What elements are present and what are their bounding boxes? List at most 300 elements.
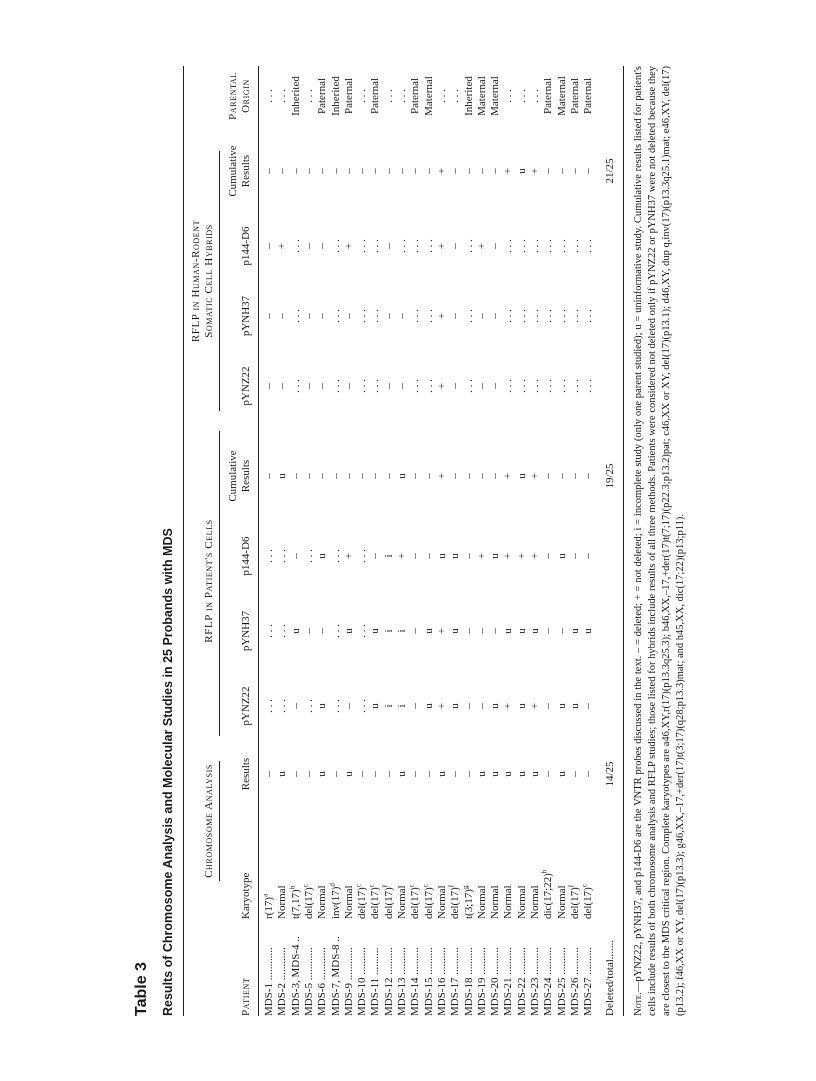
patient-pynh37-cell: u: [342, 628, 355, 634]
patient-p144d6-cell: –: [409, 553, 422, 559]
chrom-result-cell: –: [582, 771, 595, 777]
chrom-result-cell: u: [276, 771, 289, 777]
hybrid-pynz22-cell: . . .: [422, 379, 435, 393]
karyotype-footnote-mark: f: [381, 884, 390, 888]
col-patient-pynz22: pYNZ22: [240, 686, 252, 726]
chrom-result-cell: –: [289, 771, 302, 777]
group-rule-rflp-hybrid: [219, 151, 220, 411]
patient-cell: MDS-15 ..........: [422, 947, 435, 1016]
patient-cell: MDS-27 ..........: [582, 947, 595, 1016]
parental-origin-cell: Paternal: [542, 77, 555, 115]
patient-cumulative-cell: –: [329, 473, 342, 479]
patient-cumulative-cell: –: [409, 473, 422, 479]
hybrid-p144d6-cell: . . .: [515, 239, 528, 253]
patient-p144d6-cell: +: [529, 552, 541, 560]
patient-cumulative-cell: +: [435, 472, 448, 480]
karyotype-cell: [303, 849, 316, 919]
hybrid-pynh37-cell: –: [302, 313, 315, 319]
karyotype-footnote-mark: c: [407, 884, 416, 888]
col-karyotype: Karyotype: [240, 872, 252, 919]
karyotype-footnote-mark: b: [287, 885, 296, 890]
hybrid-pynz22-cell: –: [449, 383, 462, 389]
hybrid-p144d6-cell: . . .: [529, 239, 541, 253]
parental-origin-cell: Paternal: [409, 77, 422, 115]
patient-cumulative-cell: –: [582, 473, 595, 479]
karyotype-footnote-mark: f: [567, 884, 576, 888]
table-row: [303, 66, 316, 1016]
karyotype-cell: [502, 849, 515, 919]
hybrid-p144d6-cell: . . .: [422, 239, 435, 253]
patient-pynh37-cell: u: [369, 628, 382, 634]
parental-origin-cell: . . .: [302, 89, 315, 103]
hybrid-cumulative-cell: –: [462, 168, 475, 174]
patient-cumulative-cell: +: [529, 472, 541, 480]
hybrid-cumulative-cell: –: [489, 168, 502, 174]
group-rule-rflp-patient: [219, 431, 220, 736]
patient-p144d6-cell: . . .: [356, 549, 369, 563]
hybrid-cumulative-cell: –: [356, 168, 369, 174]
table-row: [476, 66, 489, 1016]
table-row: [369, 66, 382, 1016]
hybrid-pynh37-cell: . . .: [555, 309, 568, 323]
table-row: [287, 66, 303, 1016]
karyotype-text: Normal: [276, 885, 289, 919]
hybrid-cumulative-cell: –: [568, 168, 581, 174]
patient-cell: MDS-16 ..........: [435, 947, 448, 1016]
hybrid-p144d6-cell: . . .: [542, 239, 555, 253]
table-row: [502, 66, 515, 1016]
patient-cumulative-cell: –: [422, 473, 435, 479]
hybrid-pynz22-cell: . . .: [329, 379, 342, 393]
parental-origin-cell: . . .: [515, 89, 528, 103]
patient-p144d6-cell: +: [515, 552, 528, 560]
chrom-result-cell: –: [568, 771, 581, 777]
hybrid-cumulative-cell: –: [582, 168, 595, 174]
patient-pynz22-cell: . . .: [356, 699, 369, 713]
patient-pynh37-cell: u: [422, 628, 435, 634]
patient-pynh37-cell: u: [529, 628, 541, 634]
group-chromosome-analysis: Chromosome Analysis: [203, 764, 215, 878]
karyotype-cell: [263, 849, 276, 919]
hybrid-p144d6-cell: –: [382, 243, 395, 249]
hybrid-pynh37-cell: . . .: [529, 309, 541, 323]
hybrid-cumulative-cell: –: [382, 168, 395, 174]
hybrid-p144d6-cell: +: [475, 242, 488, 250]
chrom-result-cell: –: [462, 771, 475, 777]
patient-p144d6-cell: –: [289, 553, 302, 559]
hybrid-pynz22-cell: . . .: [542, 379, 555, 393]
patient-cell: MDS-7, MDS-8 ..: [329, 936, 342, 1016]
table-caption: Results of Chromosome Analysis and Molecular Studies in 25 Probands with MDS: [161, 528, 175, 1016]
patient-cumulative-cell: u: [276, 473, 289, 479]
karyotype-text: Normal: [316, 885, 329, 919]
chrom-result-cell: u: [515, 771, 528, 777]
hybrid-pynz22-cell: –: [475, 383, 488, 389]
karyotype-footnote-mark: g: [460, 885, 469, 890]
patient-pynh37-cell: –: [489, 628, 502, 634]
top-rule: [183, 66, 184, 1016]
hybrid-pynz22-cell: –: [276, 383, 289, 389]
chrom-result-cell: –: [263, 771, 275, 777]
patient-pynh37-cell: . . .: [329, 624, 342, 638]
karyotype-cell: [582, 849, 595, 919]
col-parental-origin-line1: Parental: [227, 72, 239, 120]
karyotype-footnote-mark: h: [540, 869, 549, 874]
patient-cell: MDS-6 ............: [316, 947, 329, 1016]
hybrid-cumulative-cell: –: [302, 168, 315, 174]
group-rflp-hybrid-line1: RFLP in Human-Rodent: [190, 219, 202, 343]
karyotype-text: t(3;17): [462, 889, 475, 919]
karyotype-text: del(17): [356, 887, 369, 919]
hybrid-pynh37-cell: –: [475, 313, 488, 319]
hybrid-p144d6-cell: –: [316, 243, 329, 249]
karyotype-text: del(17): [409, 887, 422, 919]
hybrid-p144d6-cell: –: [489, 243, 502, 249]
karyotype-text: del(17): [422, 887, 435, 919]
hybrid-pynh37-cell: –: [342, 313, 355, 319]
karyotype-text: Normal: [529, 885, 541, 919]
hybrid-cumulative-cell: u: [515, 168, 528, 174]
parental-origin-cell: Maternal: [475, 76, 488, 116]
patient-cell: MDS-24 ..........: [542, 947, 555, 1016]
parental-origin-cell: . . .: [276, 89, 289, 103]
totals-chrom: 14/25: [604, 761, 616, 787]
karyotype-footnote-mark: c: [354, 884, 363, 888]
hybrid-pynz22-cell: +: [435, 382, 448, 390]
group-rflp-patient: RFLP in Patient's Cells: [203, 519, 215, 643]
karyotype-cell: [516, 849, 529, 919]
hybrid-pynh37-cell: . . .: [462, 309, 475, 323]
patient-pynz22-cell: –: [582, 703, 595, 709]
hybrid-cumulative-cell: –: [316, 168, 329, 174]
chrom-result-cell: –: [409, 771, 422, 777]
table-row: [542, 66, 555, 1016]
parental-origin-cell: . . .: [356, 89, 369, 103]
chrom-result-cell: u: [489, 771, 502, 777]
patient-pynz22-cell: –: [289, 703, 302, 709]
hybrid-pynz22-cell: –: [302, 383, 315, 389]
patient-cumulative-cell: –: [356, 473, 369, 479]
hybrid-pynh37-cell: . . .: [568, 309, 581, 323]
patient-pynz22-cell: u: [489, 703, 502, 709]
karyotype-text: Normal: [475, 885, 488, 919]
patient-cumulative-cell: –: [369, 473, 382, 479]
chrom-result-cell: –: [422, 771, 435, 777]
patient-cell: MDS-25 ..........: [555, 947, 568, 1016]
col-patient-cumulative-line1: Cumulative: [227, 450, 239, 502]
patient-pynz22-cell: u: [555, 703, 568, 709]
patient-cell: MDS-11 ..........: [369, 947, 382, 1016]
patient-pynz22-cell: –: [542, 703, 555, 709]
hybrid-cumulative-cell: +: [435, 167, 448, 175]
karyotype-cell: [327, 849, 343, 919]
chrom-result-cell: u: [342, 771, 355, 777]
col-patient-p144d6: p144-D6: [240, 536, 252, 576]
patient-cumulative-cell: u: [515, 473, 528, 479]
patient-p144d6-cell: –: [422, 553, 435, 559]
patient-p144d6-cell: . . .: [263, 549, 275, 563]
totals-label: Deleted/total.......: [604, 939, 616, 1016]
patient-p144d6-cell: i: [382, 554, 395, 558]
hybrid-cumulative-cell: –: [475, 168, 488, 174]
patient-cumulative-cell: –: [462, 473, 475, 479]
patient-pynh37-cell: u: [515, 628, 528, 634]
hybrid-cumulative-cell: –: [542, 168, 555, 174]
hybrid-pynh37-cell: . . .: [356, 309, 369, 323]
karyotype-text: del(17): [449, 887, 462, 919]
hybrid-p144d6-cell: . . .: [396, 239, 408, 253]
karyotype-text: Normal: [396, 885, 408, 919]
table-row: [582, 66, 595, 1016]
hybrid-pynz22-cell: –: [342, 383, 355, 389]
chrom-result-cell: u: [435, 771, 448, 777]
patient-pynz22-cell: u: [515, 703, 528, 709]
hybrid-pynz22-cell: . . .: [515, 379, 528, 393]
karyotype-cell: [449, 849, 462, 919]
hybrid-pynh37-cell: –: [316, 313, 329, 319]
karyotype-text: del(17): [369, 887, 382, 919]
table-row: [263, 66, 276, 1016]
chrom-result-cell: –: [449, 771, 462, 777]
chrom-result-cell: u: [529, 771, 541, 777]
patient-pynh37-cell: . . .: [356, 624, 369, 638]
table-row: [343, 66, 356, 1016]
parental-origin-cell: Maternal: [422, 76, 435, 116]
karyotype-cell: [489, 849, 502, 919]
patient-pynh37-cell: u: [289, 628, 302, 634]
col-patient: Patient: [240, 977, 252, 1016]
hybrid-pynh37-cell: –: [489, 313, 502, 319]
hybrid-cumulative-cell: –: [289, 168, 302, 174]
patient-p144d6-cell: +: [502, 552, 515, 560]
col-parental-origin-line2: Origin: [240, 79, 252, 113]
hybrid-pynz22-cell: –: [396, 383, 408, 389]
karyotype-cell: [276, 849, 289, 919]
patient-p144d6-cell: –: [369, 553, 382, 559]
col-hybrid-cumulative-line1: Cumulative: [227, 145, 239, 197]
patient-pynh37-cell: +: [435, 627, 448, 635]
hybrid-cumulative-cell: +: [529, 167, 541, 175]
karyotype-text: del(17): [582, 887, 595, 919]
hybrid-cumulative-cell: –: [276, 168, 289, 174]
patient-p144d6-cell: u: [435, 553, 448, 559]
hybrid-pynz22-cell: . . .: [568, 379, 581, 393]
patient-pynz22-cell: +: [529, 702, 541, 710]
patient-pynz22-cell: . . .: [302, 699, 315, 713]
parental-origin-cell: Paternal: [369, 77, 382, 115]
hybrid-pynh37-cell: . . .: [515, 309, 528, 323]
parental-origin-cell: Maternal: [489, 76, 502, 116]
table-row: [516, 66, 529, 1016]
patient-cell: MDS-2 ............: [276, 947, 289, 1016]
patient-pynz22-cell: i: [396, 704, 408, 708]
patient-p144d6-cell: . . .: [329, 549, 342, 563]
hybrid-p144d6-cell: +: [342, 242, 355, 250]
patient-p144d6-cell: –: [542, 553, 555, 559]
hybrid-pynh37-cell: –: [263, 313, 275, 319]
patient-p144d6-cell: –: [568, 553, 581, 559]
patient-cell: MDS-10 ..........: [356, 947, 369, 1016]
patient-cell: MDS-12 ..........: [382, 947, 395, 1016]
table-row: [409, 66, 422, 1016]
karyotype-footnote-mark: c: [367, 884, 376, 888]
karyotype-footnote-mark: d: [327, 883, 336, 887]
karyotype-text: Normal: [489, 885, 502, 919]
karyotype-text: Normal: [435, 885, 448, 919]
patient-p144d6-cell: u: [489, 553, 502, 559]
karyotype-text: del(17): [382, 887, 395, 919]
patient-cumulative-cell: –: [475, 473, 488, 479]
table-row: [420, 66, 436, 1016]
totals-row: [603, 66, 617, 1016]
hybrid-pynz22-cell: . . .: [356, 379, 369, 393]
patient-p144d6-cell: u: [449, 553, 462, 559]
table-row: [276, 66, 289, 1016]
table-row: [383, 66, 396, 1016]
parental-origin-cell: . . .: [502, 89, 515, 103]
hybrid-p144d6-cell: +: [276, 242, 289, 250]
patient-cumulative-cell: –: [449, 473, 462, 479]
hybrid-p144d6-cell: . . .: [356, 239, 369, 253]
group-rule-chromosome: [219, 761, 220, 881]
karyotype-footnote-mark: c: [420, 884, 429, 888]
karyotype-text: t(7,17): [289, 889, 302, 919]
table-row: [460, 66, 476, 1016]
patient-cell: MDS-21 ..........: [502, 947, 515, 1016]
bottom-rule: [623, 66, 624, 1016]
patient-pynh37-cell: u: [568, 628, 581, 634]
table-row: [356, 66, 369, 1016]
hybrid-pynz22-cell: . . .: [462, 379, 475, 393]
parental-origin-cell: Inherited: [289, 76, 302, 116]
hybrid-pynh37-cell: +: [435, 312, 448, 320]
karyotype-text: del(17): [302, 887, 315, 919]
header-rule: [258, 66, 259, 1016]
patient-cumulative-cell: u: [396, 473, 408, 479]
patient-p144d6-cell: –: [462, 553, 475, 559]
patient-cell: MDS-9 ............: [342, 947, 355, 1016]
hybrid-p144d6-cell: . . .: [462, 239, 475, 253]
patient-pynz22-cell: –: [462, 703, 475, 709]
hybrid-p144d6-cell: –: [302, 243, 315, 249]
hybrid-cumulative-cell: –: [329, 168, 342, 174]
parental-origin-cell: . . .: [449, 89, 462, 103]
chrom-result-cell: –: [382, 771, 395, 777]
patient-p144d6-cell: +: [396, 552, 408, 560]
hybrid-pynz22-cell: –: [489, 383, 502, 389]
karyotype-cell: [383, 849, 396, 919]
hybrid-p144d6-cell: –: [263, 243, 275, 249]
karyotype-text: inv(17): [329, 886, 342, 919]
parental-origin-cell: Paternal: [568, 77, 581, 115]
karyotype-cell: [460, 849, 476, 919]
hybrid-p144d6-cell: . . .: [502, 239, 515, 253]
patient-pynz22-cell: –: [342, 703, 355, 709]
note-label: Note.: [633, 992, 644, 1016]
hybrid-cumulative-cell: –: [449, 168, 462, 174]
hybrid-pynz22-cell: –: [382, 383, 395, 389]
patient-cumulative-cell: –: [316, 473, 329, 479]
col-patient-pynh37: pYNH37: [240, 610, 252, 652]
hybrid-p144d6-cell: . . .: [568, 239, 581, 253]
hybrid-pynh37-cell: . . .: [369, 309, 382, 323]
chrom-result-cell: –: [369, 771, 382, 777]
table-row: [529, 66, 542, 1016]
karyotype-footnote-mark: c: [301, 884, 310, 888]
patient-pynz22-cell: . . .: [329, 699, 342, 713]
chrom-result-cell: u: [555, 771, 568, 777]
patient-pynh37-cell: u: [582, 628, 595, 634]
patient-cumulative-cell: –: [542, 473, 555, 479]
patient-pynz22-cell: +: [435, 702, 448, 710]
note-text: —pYNZ22, pYNH37, and p144-D6 are the VNTR probes discussed in the text. – = deleted; + = not deleted; i = incomplete study (only one parent studied); u = uninformative study. Cumulative results listed for patient's cells include results of both chromosome analysis and RFLP studies; those listed for hybrids include results of all three methods. Patients were considered not deleted only if pYNZ22 or pYNH37 were not deleted because they are closest to the MDS critical region. Complete karyotypes are: [633, 66, 672, 1016]
patient-cumulative-cell: –: [302, 473, 315, 479]
patient-cumulative-cell: –: [289, 473, 302, 479]
parental-origin-cell: . . .: [396, 89, 408, 103]
patient-pynz22-cell: +: [502, 702, 515, 710]
chrom-result-cell: –: [356, 771, 369, 777]
table-row: [396, 66, 409, 1016]
col-hybrid-pynh37: pYNH37: [240, 295, 252, 337]
table-row: [449, 66, 462, 1016]
patient-pynz22-cell: i: [382, 704, 395, 708]
karyotype-footnote-mark: c: [580, 884, 589, 888]
patient-pynz22-cell: . . .: [263, 699, 275, 713]
hybrid-pynh37-cell: –: [449, 313, 462, 319]
chrom-result-cell: u: [502, 771, 515, 777]
hybrid-pynh37-cell: . . .: [542, 309, 555, 323]
patient-pynz22-cell: . . .: [276, 699, 289, 713]
patient-cell: MDS-23 ..........: [529, 947, 541, 1016]
patient-pynh37-cell: i: [396, 629, 408, 633]
karyotype-text: dic(17;22): [542, 873, 555, 919]
karyotype-text: Normal: [555, 885, 568, 919]
patient-p144d6-cell: . . .: [302, 549, 315, 563]
chrom-result-cell: –: [329, 771, 342, 777]
hybrid-pynh37-cell: . . .: [289, 309, 302, 323]
patient-pynh37-cell: . . .: [263, 624, 275, 638]
patient-p144d6-cell: –: [582, 553, 595, 559]
chrom-result-cell: –: [302, 771, 315, 777]
karyotype-text: Normal: [342, 885, 355, 919]
hybrid-pynz22-cell: . . .: [409, 379, 422, 393]
col-patient-cumulative-line2: Results: [240, 459, 252, 493]
patient-pynh37-cell: –: [316, 628, 329, 634]
patient-p144d6-cell: u: [316, 553, 329, 559]
patient-p144d6-cell: u: [555, 553, 568, 559]
patient-p144d6-cell: . . .: [276, 549, 289, 563]
patient-pynh37-cell: u: [449, 628, 462, 634]
hybrid-p144d6-cell: +: [435, 242, 448, 250]
table-row: [436, 66, 449, 1016]
patient-pynh37-cell: u: [502, 628, 515, 634]
hybrid-pynh37-cell: –: [276, 313, 289, 319]
patient-cumulative-cell: +: [502, 472, 515, 480]
hybrid-cumulative-cell: –: [396, 168, 408, 174]
hybrid-pynz22-cell: –: [263, 383, 275, 389]
patient-pynz22-cell: u: [568, 703, 581, 709]
patient-pynz22-cell: u: [369, 703, 382, 709]
hybrid-pynh37-cell: . . .: [409, 309, 422, 323]
hybrid-cumulative-cell: –: [369, 168, 382, 174]
hybrid-pynz22-cell: . . .: [582, 379, 595, 393]
patient-cumulative-cell: –: [489, 473, 502, 479]
hybrid-pynh37-cell: . . .: [502, 309, 515, 323]
patient-cell: MDS-14 ..........: [409, 947, 422, 1016]
patient-cell: MDS-17 ..........: [449, 947, 462, 1016]
patient-pynh37-cell: . . .: [276, 624, 289, 638]
parental-origin-cell: . . .: [382, 89, 395, 103]
